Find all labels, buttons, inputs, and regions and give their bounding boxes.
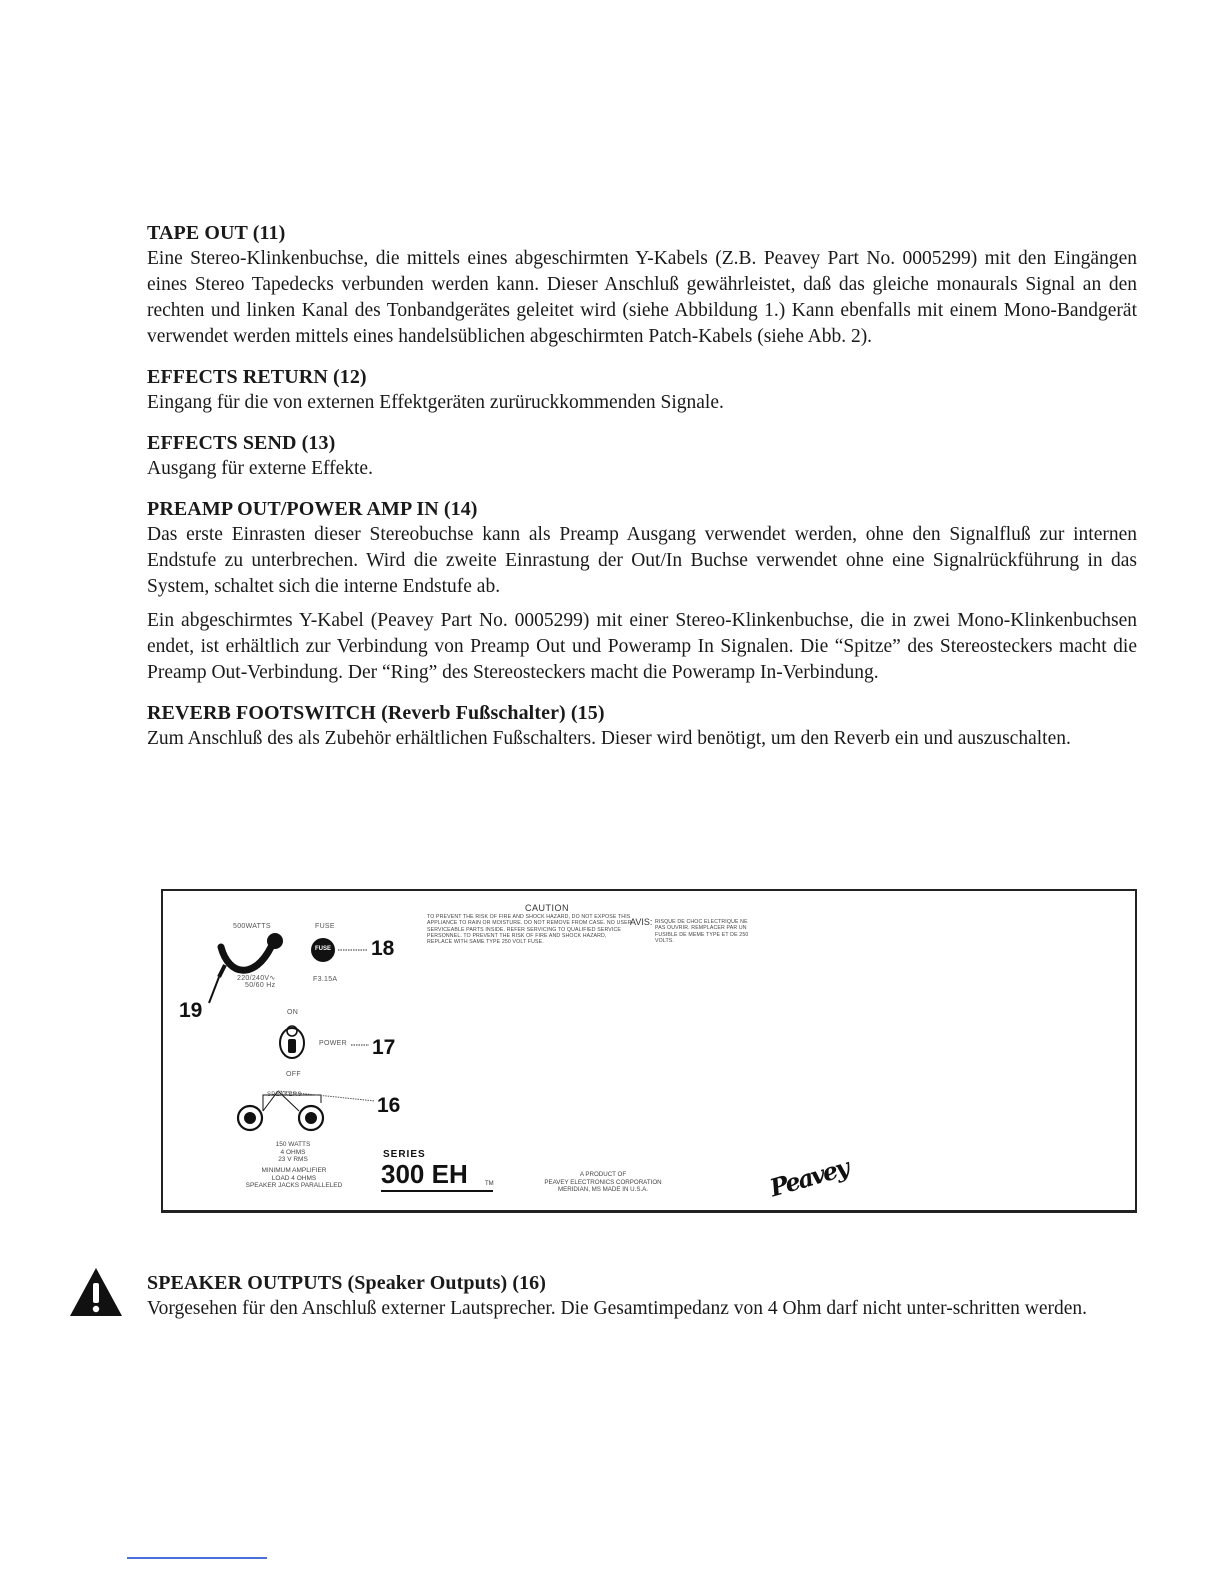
frequency-label: 50/60 Hz bbox=[245, 982, 276, 989]
section-tape-out bbox=[147, 220, 1137, 350]
speaker-spec bbox=[271, 1141, 315, 1164]
callout-18: 18 bbox=[371, 937, 395, 960]
section-heading: EFFECTS RETURN (12) bbox=[147, 366, 367, 388]
min-load-line-2: LOAD 4 OHMS bbox=[271, 1174, 317, 1182]
section-paragraph: Vorgesehen für den Anschluß externer Lautsprecher. Die Gesamtimpedanz von 4 Ohm darf nicht unter-schritten werden. bbox=[147, 1298, 1087, 1319]
avis-title: AVIS: bbox=[630, 917, 653, 927]
section-paragraph: Ein abgeschirmtes Y-Kabel (Peavey Part No. 0005299) mit einer Stereo-Klinkenbuchse, die in zwei Mono-Klinkenbuchsen endet, ist erhältlich zur Verbindung von Preamp Out und Poweramp In Signalen. Die “Spitze” des Stereosteckers macht die Preamp Out-Verbindung. Der “Ring” des Stereosteckers macht die Poweramp In-Verbindung. bbox=[147, 610, 1137, 683]
section-effects-return bbox=[147, 364, 1137, 416]
section-speaker-outputs bbox=[147, 1270, 1137, 1322]
power-inlet-icon bbox=[267, 933, 283, 949]
section-paragraph: Eine Stereo-Klinkenbuchse, die mittels eines abgeschirmten Y-Kabels (Z.B. Peavey Part No. 0005299) mit den Eingängen eines Stereo Tapedecks verbunden werden kann. Dieser Anschluß gewährleistet, daß das gleiche monaurals Signal an den rechten und linken Kanal des Tonbandgerätes geleitet wird (siehe Abbildung 1.) Kann ebenfalls mit einem Mono-Bandgerät verwendet werden mittels eines handelsüblichen abgeschirmten Patch-Kabels (siehe Abb. 2). bbox=[147, 248, 1137, 347]
section-heading: TAPE OUT (11) bbox=[147, 222, 286, 244]
product-line-1: A PRODUCT OF bbox=[579, 1171, 627, 1178]
section-heading: SPEAKER OUTPUTS (Speaker Outputs) (16) bbox=[147, 1272, 547, 1294]
speaker-spec-volts: 23 V RMS bbox=[278, 1156, 308, 1163]
on-label: ON bbox=[287, 1009, 299, 1016]
peavey-logo: Peavey bbox=[766, 1152, 851, 1203]
section-paragraph: Eingang für die von externen Effektgeräten zurüruckkommenden Signale. bbox=[147, 392, 724, 413]
section-heading: EFFECTS SEND (13) bbox=[147, 432, 336, 454]
avis-text: RISQUE DE CHOC ELECTRIQUE NE PAS OUVRIR. REMPLACER PAR UN FUSIBLE DE MEME TYPE ET DE 250 VOLTS. bbox=[655, 919, 749, 944]
power-switch-icon bbox=[280, 1026, 304, 1058]
rear-panel-diagram bbox=[161, 889, 1137, 1213]
fuse-cap-label: FUSE bbox=[315, 946, 332, 952]
warning-triangle-icon bbox=[68, 1266, 124, 1318]
section-effects-send bbox=[147, 430, 1137, 482]
off-label: OFF bbox=[286, 1071, 301, 1078]
section-heading: REVERB FOOTSWITCH (Reverb Fußschalter) (15) bbox=[147, 702, 605, 724]
model-label: 300 EH bbox=[381, 1159, 468, 1189]
series-label: SERIES bbox=[383, 1149, 426, 1160]
section-preamp-out bbox=[147, 496, 1137, 686]
callout-17: 17 bbox=[372, 1036, 396, 1059]
caution-title: CAUTION bbox=[525, 903, 569, 913]
section-paragraph: Ausgang für externe Effekte. bbox=[147, 458, 373, 479]
min-load-line-3: SPEAKER JACKS PARALLELED bbox=[245, 1182, 343, 1189]
section-paragraph: Zum Anschluß des als Zubehör erhältlichen Fußschalters. Dieser wird benötigt, um den Reverb ein und auszuschalten. bbox=[147, 728, 1071, 749]
footer-rule bbox=[127, 1557, 267, 1559]
section-reverb-footswitch bbox=[147, 700, 1137, 752]
product-line-3: MERIDIAN, MS MADE IN U.S.A. bbox=[557, 1186, 649, 1193]
product-credit bbox=[533, 1171, 673, 1194]
callout-19: 19 bbox=[179, 999, 203, 1022]
model-underline bbox=[381, 1190, 493, 1192]
section-heading: PREAMP OUT/POWER AMP IN (14) bbox=[147, 498, 478, 520]
caution-text: TO PREVENT THE RISK OF FIRE AND SHOCK HAZARD, DO NOT EXPOSE THIS APPLIANCE TO RAIN OR MOISTURE. DO NOT REMOVE FROM CASE. NO USER SERVICEABLE PARTS INSIDE. REFER SERVICING TO QUALIFIED SERVICE PERSONNEL. TO PREVENT THE RISK OF FIRE AND SHOCK HAZARD, REPLACE WITH SAME TYPE 250 VOLT FUSE. bbox=[427, 914, 632, 946]
speaker-jacks-icon bbox=[238, 1091, 375, 1130]
speaker-spec-watts: 150 WATTS bbox=[275, 1141, 311, 1148]
speaker-spec-ohms: 4 OHMS bbox=[280, 1148, 306, 1156]
power-label: POWER bbox=[319, 1040, 347, 1047]
section-paragraph: Das erste Einrasten dieser Stereobuchse kann als Preamp Ausgang verwendet werden, ohne den Signalfluß zur internen Endstufe zu unterbrechen. Wird die zweite Einrastung der Out/In Buchse verwendet ohne eine Signalrückführung in das System, schaltet sich die interne Endstufe ab. bbox=[147, 524, 1137, 597]
manual-content bbox=[147, 220, 1137, 766]
watts-label: 500WATTS bbox=[233, 923, 271, 930]
fuse-rating-label: F3.15A bbox=[313, 976, 338, 983]
voltage-label: 220/240V∿ bbox=[237, 975, 276, 982]
speakers-label: SPEAKERS bbox=[267, 1092, 302, 1098]
fuse-label: FUSE bbox=[315, 923, 335, 930]
product-line-2: PEAVEY ELECTRONICS CORPORATION bbox=[544, 1178, 662, 1186]
trademark-label: TM bbox=[485, 1181, 494, 1187]
min-load-spec bbox=[229, 1167, 359, 1190]
power-cord-icon bbox=[221, 947, 271, 970]
callout-16: 16 bbox=[377, 1094, 401, 1117]
min-load-line-1: MINIMUM AMPLIFIER bbox=[261, 1167, 327, 1174]
